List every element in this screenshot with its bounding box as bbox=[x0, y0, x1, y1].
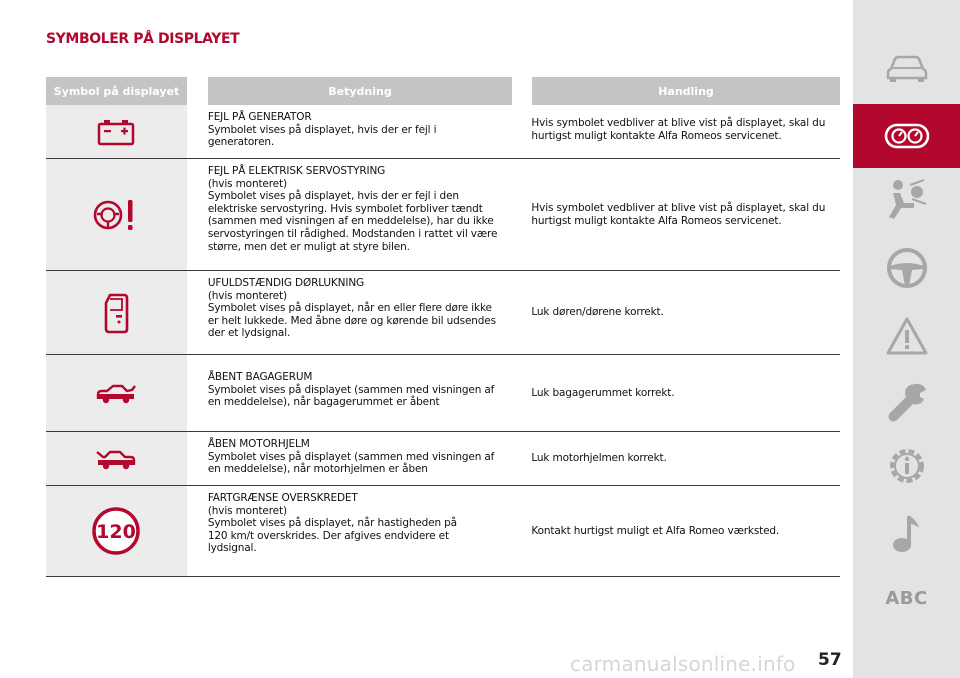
music-note-icon bbox=[887, 512, 927, 556]
action-cell: Luk døren/dørene korrekt. bbox=[531, 306, 664, 319]
action-cell: Hvis symbolet vedbliver at blive vist på displayet, skal du hurtigst muligt kontakte Alfa Romeos servicenet. bbox=[531, 117, 826, 142]
abc-icon: ABC bbox=[885, 587, 928, 609]
sidebar-item-technical[interactable] bbox=[853, 434, 960, 498]
sidebar-item-maintenance[interactable] bbox=[853, 370, 960, 434]
meaning-cell: ÅBENT BAGAGERUM Symbolet vises på displayet (sammen med visningen af en meddelelse), når bagagerummet er åbent bbox=[207, 371, 495, 409]
symbol-cell bbox=[46, 105, 187, 158]
symbol-cell bbox=[46, 432, 187, 485]
page-number: 57 bbox=[818, 650, 842, 670]
table-header bbox=[46, 77, 840, 105]
header-symbol: Symbol på displayet bbox=[46, 77, 187, 105]
steering-wheel-icon bbox=[885, 246, 929, 290]
table-row bbox=[46, 271, 840, 355]
watermark: carmanualsonline.info bbox=[570, 652, 796, 676]
car-icon bbox=[885, 53, 929, 83]
door-open-icon bbox=[101, 291, 131, 335]
hood-open-icon bbox=[95, 447, 137, 471]
sidebar-item-car[interactable] bbox=[853, 36, 960, 100]
wrench-icon bbox=[885, 380, 929, 424]
table-row bbox=[46, 355, 840, 432]
sidebar-item-airbag[interactable] bbox=[853, 168, 960, 232]
info-gear-icon bbox=[885, 444, 929, 488]
sidebar-item-warning[interactable] bbox=[853, 304, 960, 368]
symbol-cell bbox=[46, 486, 187, 576]
sidebar-item-index[interactable] bbox=[853, 566, 960, 630]
sidebar-item-steering[interactable] bbox=[853, 236, 960, 300]
table-row bbox=[46, 432, 840, 486]
sidebar-item-dashboard[interactable] bbox=[853, 104, 960, 168]
header-meaning: Betydning bbox=[208, 77, 512, 105]
symbol-cell bbox=[46, 271, 187, 354]
battery-icon bbox=[96, 117, 136, 147]
action-cell: Luk motorhjelmen korrekt. bbox=[531, 452, 667, 465]
symbols-table bbox=[46, 77, 840, 577]
table-row bbox=[46, 159, 840, 271]
sidebar-item-multimedia[interactable] bbox=[853, 502, 960, 566]
symbol-cell bbox=[46, 159, 187, 270]
action-cell: Luk bagagerummet korrekt. bbox=[531, 386, 675, 399]
dashboard-icon bbox=[883, 122, 931, 150]
meaning-cell: ÅBEN MOTORHJELM Symbolet vises på displayet (sammen med visningen af en meddelelse), når motorhjelmen er åben bbox=[207, 438, 495, 476]
airbag-icon bbox=[884, 177, 930, 223]
action-cell: Kontakt hurtigst muligt et Alfa Romeo værksted. bbox=[531, 524, 780, 537]
speed-limit-icon bbox=[91, 506, 141, 556]
meaning-cell: FARTGRÆNSE OVERSKREDET (hvis monteret) Symbolet vises på displayet, når hastigheden på 120 km/t overskrides. Der afgives endvidere et lydsignal. bbox=[207, 492, 457, 555]
table-row bbox=[46, 105, 840, 159]
meaning-cell: UFULDSTÆNDIG DØRLUKNING (hvis monteret) Symbolet vises på displayet, når en eller flere døre ikke er helt lukkede. Med åbne døre og kørende bil udsendes der et lydsignal. bbox=[207, 277, 496, 340]
steering-warning-icon bbox=[90, 195, 142, 235]
chapter-sidebar bbox=[853, 0, 960, 678]
warning-triangle-icon bbox=[885, 316, 929, 356]
page-title: SYMBOLER PÅ DISPLAYET bbox=[46, 31, 240, 47]
header-action: Handling bbox=[532, 77, 840, 105]
speed-limit-value: 120 bbox=[96, 521, 137, 543]
symbol-cell bbox=[46, 355, 187, 431]
trunk-open-icon bbox=[95, 381, 137, 405]
meaning-cell: FEJL PÅ ELEKTRISK SERVOSTYRING (hvis monteret) Symbolet vises på displayet, hvis der er fejl i den elektriske servostyring. Hvis symbolet forbliver tændt (sammen med visningen af en meddelelse), har du ikke servostyringen til rådighed. Modstanden i rattet vil være større, men det er muligt at styre bilen. bbox=[207, 165, 498, 253]
action-cell: Hvis symbolet vedbliver at blive vist på displayet, skal du hurtigst muligt kontakte Alfa Romeos servicenet. bbox=[531, 201, 826, 227]
meaning-cell: FEJL PÅ GENERATOR Symbolet vises på displayet, hvis der er fejl i generatoren. bbox=[207, 111, 437, 149]
table-row bbox=[46, 486, 840, 577]
